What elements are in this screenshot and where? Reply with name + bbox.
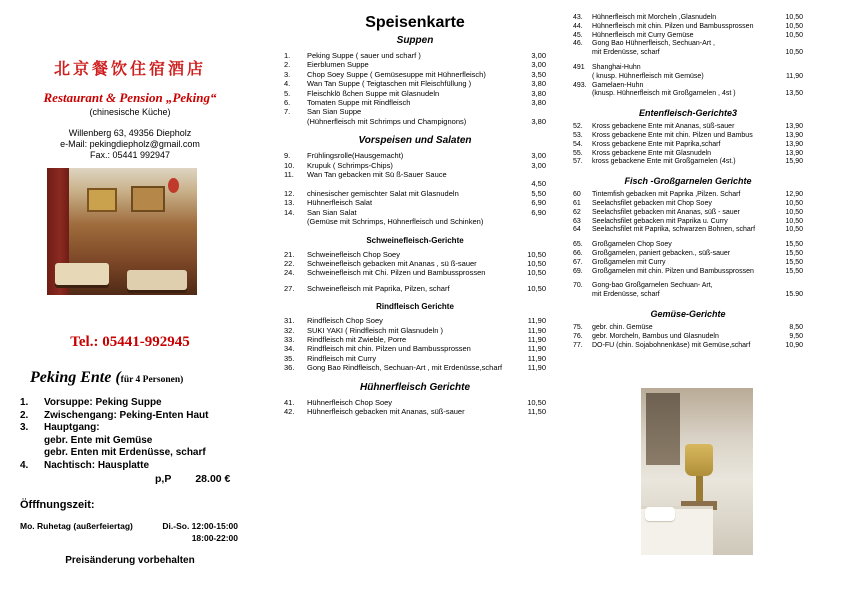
menu-row — [573, 90, 803, 99]
hotel-room-photo — [641, 388, 753, 555]
table-shape — [55, 263, 109, 285]
menu-item-text: Seelachsfilet gebacken mit Paprika u. Curry — [592, 217, 728, 225]
menu-item-text: kross gebackene Ente mit Großgarnelen (4st.) — [592, 158, 736, 166]
menu-section — [284, 35, 546, 126]
menu-item-text: gebr. Morcheln, Bambus und Glasnudeln — [592, 332, 719, 340]
menu-item-num: 69. — [573, 267, 583, 275]
section-heading: Suppen — [396, 35, 434, 46]
menu-row — [284, 79, 546, 88]
menu-item-price: 10,50 — [785, 49, 803, 57]
menu-section — [573, 176, 803, 300]
price-value: 28.00 € — [195, 473, 231, 485]
menu-row — [573, 291, 803, 300]
menu-item-price: 3,00 — [531, 51, 546, 60]
lamp-stand-shape — [696, 476, 703, 502]
menu-row — [20, 435, 242, 448]
menu-item-text: SUKI YAKI ( Rindfleisch mit Glasnudeln ) — [307, 325, 444, 335]
menu-item-price: 11,90 — [527, 334, 546, 344]
menu-item-num: 27. — [284, 283, 295, 293]
menu-item-text: Kross gebackene Ente mit chin. Pilzen und Bambus — [592, 131, 753, 139]
menu-item-num: 76. — [573, 332, 583, 340]
menu-item-text: Seelachsfilet gebacken mit Chop Soey — [592, 199, 712, 207]
menu-row — [284, 89, 546, 98]
address-line: Willenberg 63, 49356 Diepholz — [68, 128, 192, 138]
menu-row — [573, 40, 803, 49]
peking-ente-subtitle: für 4 Personen) — [120, 375, 184, 385]
menu-item-price: 15,50 — [785, 249, 803, 257]
menu-item-text: Großgarnelen mit Curry — [592, 258, 666, 266]
menu-item-text: Schweinefleisch Chop Soey — [307, 249, 400, 259]
menu-item-num: 36. — [284, 363, 295, 373]
menu-item-price: 3,00 — [531, 60, 546, 70]
menu-item-text: Schweinefleisch mit Chi. Pilzen und Bambussprossen — [307, 268, 486, 278]
menu-row — [573, 250, 803, 259]
peking-ente-heading — [30, 369, 250, 387]
menu-item-price: 12,90 — [785, 191, 803, 199]
menu-item-price: 11,90 — [527, 325, 546, 335]
menu-item-text: San Sian Suppe — [307, 107, 362, 117]
menu-item-text: Hühnerfleisch gebacken mit Ananas, süß-sauer — [307, 406, 465, 416]
menu-item-price: 10,50 — [785, 22, 803, 30]
menu-item-text: gebr. Enten mit Erdenüsse, scharf — [44, 447, 206, 459]
menu-section — [284, 302, 546, 372]
menu-item-price: 10,50 — [527, 283, 546, 293]
section-heading: Hühnerfleisch Gerichte — [359, 381, 471, 393]
menu-section — [284, 135, 546, 226]
menu-row — [573, 241, 803, 250]
menu-item-price: 3,80 — [531, 88, 546, 98]
menu-item-price: 15,90 — [785, 158, 803, 166]
pillow-shape — [645, 507, 675, 521]
table-shape — [127, 270, 187, 290]
email-line: e-Mail: pekingdiepholz@gmail.com — [60, 139, 200, 149]
menu-item-num: 3. — [284, 69, 291, 79]
price-label: p,P — [155, 473, 172, 485]
wall-picture-shape — [87, 188, 117, 212]
section-heading: Entenfleisch-Gerichte3 — [638, 108, 738, 119]
menu-item-price: 4,50 — [531, 179, 546, 189]
menu-row — [284, 363, 546, 372]
menu-section — [284, 236, 546, 294]
menu-item-price: 11,90 — [527, 363, 546, 373]
menu-item-text: (Hühnerfleisch mit Schrimps und Champignons) — [307, 116, 467, 126]
menu-item-text: ( knusp. Hühnerfleisch mit Gemüse) — [592, 72, 704, 80]
menu-row — [284, 407, 546, 416]
peking-ente-title: Peking Ente ( — [30, 369, 121, 386]
menu-item-text: Gong-bao Großgarnelen Sechuan- Art, — [592, 282, 713, 290]
menu-item-num: 2. — [20, 409, 29, 421]
menu-row — [20, 422, 242, 435]
menu-row — [573, 282, 803, 291]
evening-hours: 18:00-22:00 — [191, 533, 238, 543]
menu-item-text: Vorsuppe: Peking Suppe — [44, 397, 162, 408]
menu-item-price: 13,90 — [785, 123, 803, 131]
menu-item-num: 34. — [284, 344, 295, 354]
menu-section — [573, 14, 803, 99]
menu-row — [284, 151, 546, 160]
menu-item-text: gebr. Ente mit Gemüse — [44, 434, 153, 446]
section-heading: Gemüse-Gerichte — [650, 308, 726, 319]
menu-row — [573, 333, 803, 342]
menu-item-num: 10. — [284, 160, 295, 170]
menu-item-price: 10,50 — [785, 208, 803, 216]
menu-row — [573, 32, 803, 41]
menu-item-num: 14. — [284, 207, 295, 217]
menu-row — [284, 198, 546, 207]
menu-row — [20, 447, 242, 460]
menu-item-num: 13. — [284, 198, 295, 208]
menu-item-num: 41. — [284, 397, 295, 407]
restaurant-name: Restaurant & Pension „Peking“ — [43, 90, 217, 105]
menu-item-num: 35. — [284, 353, 295, 363]
section-heading: Schweinefleisch-Gerichte — [366, 235, 464, 245]
menu-item-text: Hühnerfleisch mit Curry Gemüse — [592, 31, 694, 39]
menu-item-text: Seelachsfilet gebacken mit Ananas, süß - sauer — [592, 208, 740, 216]
menu-row — [284, 208, 546, 217]
menu-item-price: 13,50 — [785, 90, 803, 98]
menu-row — [284, 117, 546, 126]
menu-item-text: mit Erdenüsse, scharf — [592, 291, 660, 299]
menu-item-text: Gamelaen-Huhn — [592, 81, 644, 89]
menu-row — [284, 284, 546, 293]
menu-item-num: 60 — [573, 191, 581, 199]
menu-section — [284, 382, 546, 417]
menu-item-num: 44. — [573, 22, 583, 30]
menu-row — [284, 107, 546, 116]
menu-item-text: Gong Bao Rindfleisch, Sechuan-Art , mit Erdenüsse,scharf — [307, 363, 503, 373]
menu-item-text: Hühnerfleisch Salat — [307, 198, 373, 208]
menu-item-text: Schweinefleisch gebacken mit Ananas , sü ß-sauer — [307, 258, 477, 268]
section-heading: Vorspeisen und Salaten — [358, 135, 472, 147]
menu-row — [573, 82, 803, 91]
menu-item-price: 6,90 — [531, 198, 546, 208]
menu-item-price: 3,50 — [531, 69, 546, 79]
menu-row — [573, 226, 803, 235]
menu-row — [284, 161, 546, 170]
menu-row — [20, 460, 242, 473]
menu-item-text: Kross gebackene Ente mit Ananas, süß-sauer — [592, 123, 735, 131]
menu-section — [573, 108, 803, 167]
menu-item-text: chinesischer gemischter Salat mit Glasnudeln — [307, 188, 459, 198]
menu-item-text: (Gemüse mit Schrimps, Hühnerfleisch und Schinken) — [307, 217, 484, 227]
menu-item-num: 70. — [573, 282, 583, 290]
menu-row — [573, 259, 803, 268]
menu-item-text: Großgarnelen mit chin. Pilzen und Bambussprossen — [592, 267, 754, 275]
cuisine-subtitle: (chinesische Küche) — [89, 107, 171, 117]
fax-line: Fax.: 05441 992947 — [89, 150, 171, 160]
red-lantern-shape — [168, 178, 179, 193]
menu-row — [573, 200, 803, 209]
closed-day: Mo. Ruhetag (außerfeiertag) — [20, 521, 133, 531]
menu-item-num: 1. — [20, 397, 29, 408]
menu-item-price: 3,80 — [531, 116, 546, 126]
menu-item-price: 3,00 — [531, 151, 546, 161]
menu-item-price: 10,50 — [785, 14, 803, 21]
menu-item-text: Wan Tan gebacken mit Sü ß-Sauer Sauce — [307, 170, 447, 180]
menu-item-num: 21. — [284, 249, 295, 259]
menu-item-text: Rindfleisch mit Curry — [307, 353, 377, 363]
menu-item-text: (knusp. Hühnerfleisch mit Großgarnelen , 4st ) — [592, 90, 736, 98]
menu-item-text: Eierblumen Suppe — [307, 60, 369, 70]
menu-item-num: 65. — [573, 241, 583, 249]
menu-item-text: Shanghai-Huhn — [592, 63, 641, 71]
menu-item-price: 11,90 — [527, 344, 546, 354]
menu-item-num: 55. — [573, 149, 583, 157]
menu-item-price: 8,50 — [789, 323, 803, 331]
menu-row — [573, 49, 803, 58]
menu-item-text: San Sian Salat — [307, 207, 357, 217]
menu-item-price: 3,00 — [531, 160, 546, 170]
menu-item-num: 33. — [284, 334, 295, 344]
menu-item-num: 32. — [284, 325, 295, 335]
menu-item-price: 15,50 — [785, 258, 803, 266]
menu-item-text: Wan Tan Suppe ( Teigtaschen mit Fleischfüllung ) — [307, 79, 472, 89]
menu-item-num: 54. — [573, 140, 583, 148]
menu-row — [20, 397, 242, 410]
menu-row — [284, 51, 546, 60]
menu-item-num: 493. — [573, 81, 587, 89]
menu-item-num: 61 — [573, 199, 581, 207]
menu-item-num: 4. — [284, 79, 291, 89]
menu-item-text: Peking Suppe ( sauer und scharf ) — [307, 51, 421, 60]
section-heading: Fisch -Großgarnelen Gerichte — [624, 176, 752, 187]
menu-item-text: Hühnerfleisch mit chin. Pilzen und Bambussprossen — [592, 22, 754, 30]
menu-row — [573, 141, 803, 150]
menu-item-price: 3,80 — [531, 98, 546, 108]
menu-item-price: 9,50 — [789, 332, 803, 340]
menu-item-num: 77. — [573, 341, 583, 349]
menu-item-price: 11,90 — [527, 353, 546, 363]
menu-item-price: 3,80 — [531, 79, 546, 89]
menu-item-text: Schweinefleisch mit Paprika, Pilzen, scharf — [307, 283, 450, 293]
right-sections — [573, 14, 803, 350]
menu-item-text: Hühnerfleisch mit Morcheln ,Glasnudeln — [592, 14, 717, 21]
menu-item-num: 11. — [284, 170, 294, 180]
menu-item-price: 15,50 — [785, 267, 803, 275]
menu-row — [573, 268, 803, 277]
menu-item-num: 1. — [284, 51, 291, 60]
menu-item-price: 15.90 — [785, 291, 803, 299]
peking-ente-price — [20, 473, 242, 485]
menu-row — [284, 268, 546, 277]
menu-section — [573, 309, 803, 350]
menu-row — [284, 250, 546, 259]
menu-item-price: 13,90 — [785, 131, 803, 139]
menu-item-price: 10,50 — [527, 249, 546, 259]
menu-item-num: 57. — [573, 158, 583, 166]
menu-item-num: 4. — [20, 459, 29, 471]
menu-item-num: 3. — [20, 422, 29, 434]
menu-item-price: 10,50 — [785, 226, 803, 234]
menu-row — [284, 344, 546, 353]
menu-item-num: 7. — [284, 107, 291, 117]
menu-item-text: Rindfleisch mit chin. Pilzen und Bambussprossen — [307, 344, 471, 354]
menu-item-price: 10,50 — [785, 217, 803, 225]
menu-item-num: 52. — [573, 123, 583, 131]
menu-item-num: 5. — [284, 88, 291, 98]
menu-row — [573, 64, 803, 73]
peking-ente-menu-list — [20, 397, 242, 473]
menu-row — [284, 326, 546, 335]
menu-row — [573, 150, 803, 159]
menu-item-num: 63 — [573, 217, 581, 225]
menu-row — [573, 191, 803, 200]
menu-item-price: 10,50 — [527, 268, 546, 278]
menu-item-price: 15,50 — [785, 241, 803, 249]
menu-item-text: Zwischengang: Peking-Enten Haut — [44, 409, 209, 421]
menu-row — [284, 170, 546, 179]
address-block — [16, 128, 244, 161]
menu-item-text: Kross gebackene Ente mit Paprika,scharf — [592, 140, 721, 148]
menu-item-text: Tintemfish gebacken mit Paprika ,Pilzen. Scharf — [592, 191, 741, 199]
menu-item-text: gebr. chin. Gemüse — [592, 323, 653, 331]
menu-row — [573, 14, 803, 23]
menu-right-column — [573, 14, 803, 350]
open-days: Di.-So. 12:00-15:00 — [162, 521, 238, 531]
menu-row — [284, 398, 546, 407]
menu-row — [573, 132, 803, 141]
menu-item-price: 10,50 — [527, 258, 546, 268]
menu-item-num: 491 — [573, 63, 585, 71]
menu-item-num: 66. — [573, 249, 583, 257]
menu-item-text: Großgarnelen, paniert gebacken., süß-sauer — [592, 249, 731, 257]
menu-item-num: 75. — [573, 323, 583, 331]
menu-item-price: 13,90 — [785, 140, 803, 148]
menu-row — [573, 209, 803, 218]
menu-item-num: 43. — [573, 14, 583, 21]
menu-item-num: 31. — [284, 316, 295, 326]
menu-item-text: Frühlingsrolle(Hausgemacht) — [307, 151, 404, 161]
menu-row — [284, 354, 546, 363]
menu-item-text: Krupuk ( Schrimps-Chips) — [307, 160, 393, 170]
menu-item-text: mit Erdenüsse, scharf — [592, 49, 660, 57]
menu-item-text: Fleischklö ßchen Suppe mit Glasnudeln — [307, 88, 440, 98]
menu-item-num: 64 — [573, 226, 581, 234]
restaurant-interior-photo — [47, 168, 197, 295]
menu-row — [20, 410, 242, 423]
menu-item-text: Großgarnelen Chop Soey — [592, 241, 672, 249]
menu-item-text: Seelachsfilet mit Paprika, schwarzen Bohnen, scharf — [592, 226, 756, 234]
menu-item-num: 67. — [573, 258, 583, 266]
menu-row — [573, 123, 803, 132]
menu-item-num: 62 — [573, 208, 581, 216]
menu-title: Speisenkarte — [365, 14, 465, 31]
menu-row — [573, 158, 803, 167]
menu-item-num: 42. — [284, 406, 295, 416]
menu-item-text: Rindfleisch mit Zwieble, Porre — [307, 334, 407, 344]
menu-row — [284, 70, 546, 79]
menu-middle-column — [284, 14, 546, 416]
opening-hours-title: Öfffnungszeit: — [20, 499, 95, 511]
menu-item-text: Nachtisch: Hausplatte — [44, 459, 150, 471]
menu-row — [573, 324, 803, 333]
menu-item-num: 9. — [284, 151, 291, 161]
menu-item-price: 10,50 — [527, 397, 546, 407]
price-change-note: Preisänderung vorbehalten — [65, 555, 195, 566]
menu-row — [284, 217, 546, 226]
menu-item-price: 10,50 — [785, 199, 803, 207]
menu-row — [284, 189, 546, 198]
menu-item-price: 5,50 — [531, 188, 546, 198]
menu-item-price: 6,90 — [531, 207, 546, 217]
menu-item-text: Kross gebackene Ente mit Glasnudeln — [592, 149, 712, 157]
lamp-shade-shape — [685, 444, 713, 476]
menu-item-price: 10,50 — [785, 31, 803, 39]
menu-row — [284, 179, 546, 188]
menu-row — [284, 98, 546, 107]
menu-item-text: Rindfleisch Chop Soey — [307, 316, 383, 326]
menu-item-text: DO-FU (chin. Sojabohnenkäse) mit Gemüse,scharf — [592, 341, 751, 349]
menu-item-price: 11,50 — [527, 406, 546, 416]
menu-item-text: Hauptgang: — [44, 422, 100, 434]
menu-item-text: Hühnerfleisch Chop Soey — [307, 397, 393, 407]
window-shape — [646, 393, 680, 465]
menu-item-price: 11,90 — [786, 72, 803, 80]
menu-item-text: Chop Soey Suppe ( Gemüsesuppe mit Hühnerfleisch) — [307, 69, 486, 79]
opening-hours — [20, 521, 238, 531]
menu-row — [284, 259, 546, 268]
middle-sections — [284, 35, 546, 416]
menu-row — [573, 23, 803, 32]
menu-item-text: Tomaten Suppe mit Rindfleisch — [307, 98, 411, 108]
menu-item-num: 45. — [573, 31, 583, 39]
menu-item-num: 12. — [284, 188, 295, 198]
menu-row — [284, 335, 546, 344]
menu-item-num: 24. — [284, 268, 295, 278]
section-heading: Rindfleisch Gerichte — [376, 302, 454, 312]
menu-item-num: 46. — [573, 40, 583, 48]
menu-item-num: 2. — [284, 60, 291, 70]
phone-number: Tel.: 05441-992945 — [70, 334, 190, 350]
menu-row — [573, 342, 803, 351]
menu-item-num: 6. — [284, 98, 291, 108]
menu-row — [284, 60, 546, 69]
menu-row — [573, 73, 803, 82]
menu-item-price: 13,90 — [785, 149, 803, 157]
menu-item-price: 10,90 — [785, 341, 803, 349]
menu-item-price: 11,90 — [527, 316, 546, 326]
menu-item-num: 22. — [284, 258, 295, 268]
menu-item-text: Gong Bao Hühnerfleisch, Sechuan-Art , — [592, 40, 715, 48]
chinese-restaurant-name: 北京餐饮住宿酒店 — [53, 59, 206, 78]
wall-picture-shape — [131, 186, 165, 212]
menu-row — [284, 316, 546, 325]
menu-row — [573, 218, 803, 227]
menu-item-num: 53. — [573, 131, 583, 139]
